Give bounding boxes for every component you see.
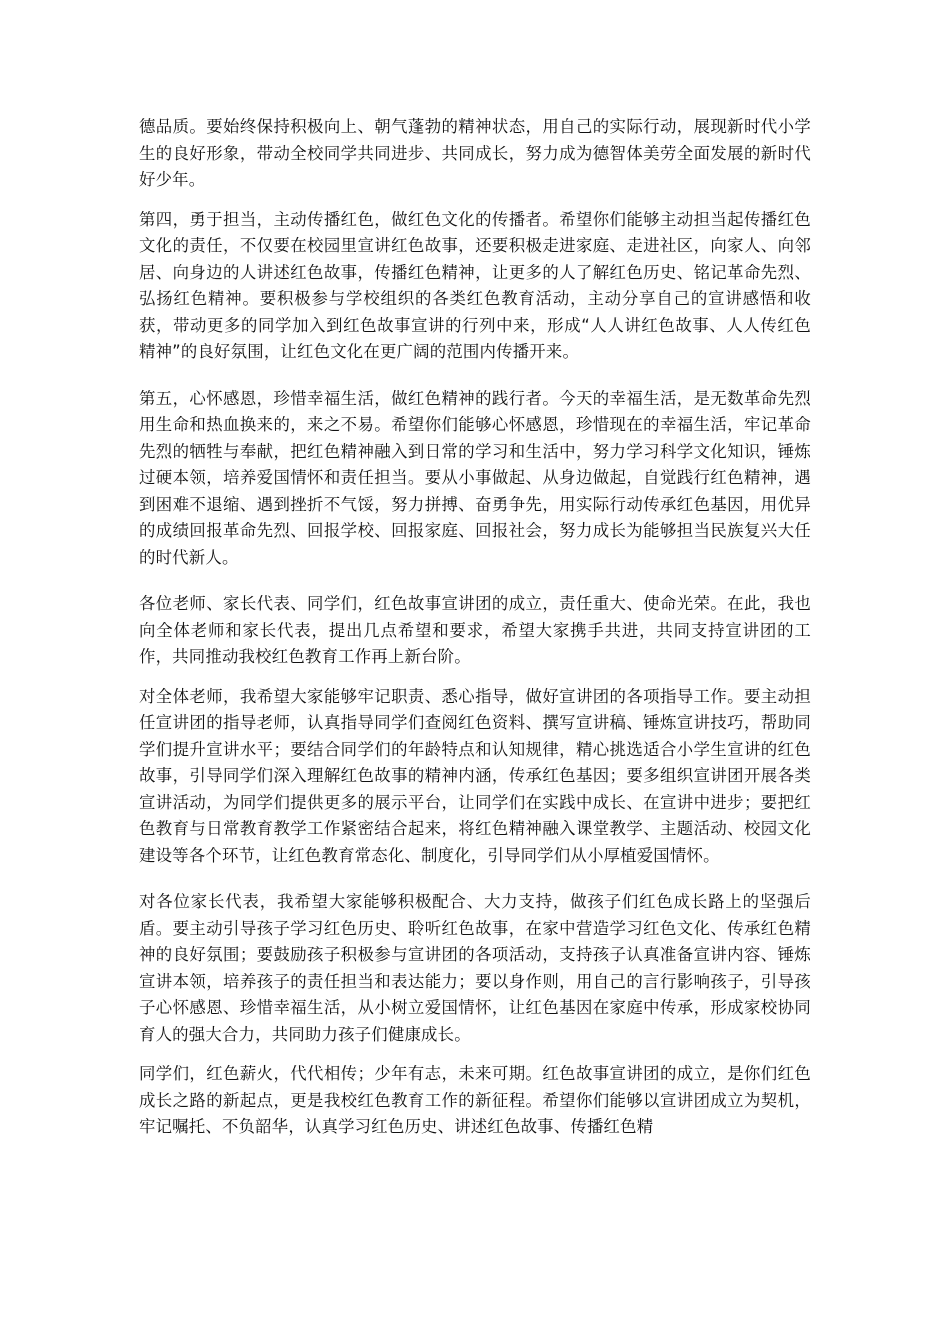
paragraph-5: 对全体老师，我希望大家能够牢记职责、悉心指导，做好宣讲团的各项指导工作。要主动担任宣讲团的指导老师，认真指导同学们查阅红色资料、撰写宣讲稿、锤炼宣讲技巧，帮助同学们提升宣讲水平；要结合同学们的年龄特点和认知规律，精心挑选适合小学生宣讲的红色故事，引导同学们深入理解红色故事的精神内涵，传承红色基因；要多组织宣讲团开展各类宣讲活动，为同学们提供更多的展示平台，让同学们在实践中成长、在宣讲中进步；要把红色教育与日常教育教学工作紧密结合起来，将红色精神融入课堂教学、主题活动、校园文化建设等各个环节，让红色教育常态化、制度化，引导同学们从小厚植爱国情怀。 <box>139 686 811 865</box>
paragraph-3: 第五，心怀感恩，珍惜幸福生活，做红色精神的践行者。今天的幸福生活，是无数革命先烈用生命和热血换来的，来之不易。希望你们能够心怀感恩，珍惜现在的幸福生活，牢记革命先烈的牺牲与奉献，把红色精神融入到日常的学习和生活中，努力学习科学文化知识，锤炼过硬本领，培养爱国情怀和责任担当。要从小事做起、从身边做起，自觉践行红色精神，遇到困难不退缩、遇到挫折不气馁，努力拼搏、奋勇争先，用实际行动传承红色基因，用优异的成绩回报革命先烈、回报学校、回报家庭、回报社会，努力成长为能够担当民族复兴大任的时代新人。 <box>139 388 811 567</box>
paragraph-7: 同学们，红色薪火，代代相传；少年有志，未来可期。红色故事宣讲团的成立，是你们红色成长之路的新起点，更是我校红色教育工作的新征程。希望你们能够以宣讲团成立为契机，牢记嘱托、不负韶华，认真学习红色历史、讲述红色故事、传播红色精 <box>139 1064 811 1136</box>
paragraph-2: 第四，勇于担当，主动传播红色，做红色文化的传播者。希望你们能够主动担当起传播红色文化的责任，不仅要在校园里宣讲红色故事，还要积极走进家庭、走进社区，向家人、向邻居、向身边的人讲述红色故事，传播红色精神，让更多的人了解红色历史、铭记革命先烈、弘扬红色精神。要积极参与学校组织的各类红色教育活动，主动分享自己的宣讲感悟和收获，带动更多的同学加入到红色故事宣讲的行列中来，形成“人人讲红色故事、人人传红色精神”的良好氛围，让红色文化在更广阔的范围内传播开来。 <box>139 209 811 361</box>
paragraph-1: 德品质。要始终保持积极向上、朝气蓬勃的精神状态，用自己的实际行动，展现新时代小学生的良好形象，带动全校同学共同进步、共同成长，努力成为德智体美劳全面发展的新时代好少年。 <box>139 117 811 189</box>
document-body <box>139 114 811 1154</box>
paragraph-4: 各位老师、家长代表、同学们，红色故事宣讲团的成立，责任重大、使命光荣。在此，我也向全体老师和家长代表，提出几点希望和要求，希望大家携手共进，共同支持宣讲团的工作，共同推动我校红色教育工作再上新台阶。 <box>139 594 811 666</box>
paragraph-6: 对各位家长代表，我希望大家能够积极配合、大力支持，做孩子们红色成长路上的坚强后盾。要主动引导孩子学习红色历史、聆听红色故事，在家中营造学习红色文化、传承红色精神的良好氛围；要鼓励孩子积极参与宣讲团的各项活动，支持孩子认真准备宣讲内容、锤炼宣讲本领，培养孩子的责任担当和表达能力；要以身作则，用自己的言行影响孩子，引导孩子心怀感恩、珍惜幸福生活，从小树立爱国情怀，让红色基因在家庭中传承，形成家校协同育人的强大合力，共同助力孩子们健康成长。 <box>139 892 811 1044</box>
